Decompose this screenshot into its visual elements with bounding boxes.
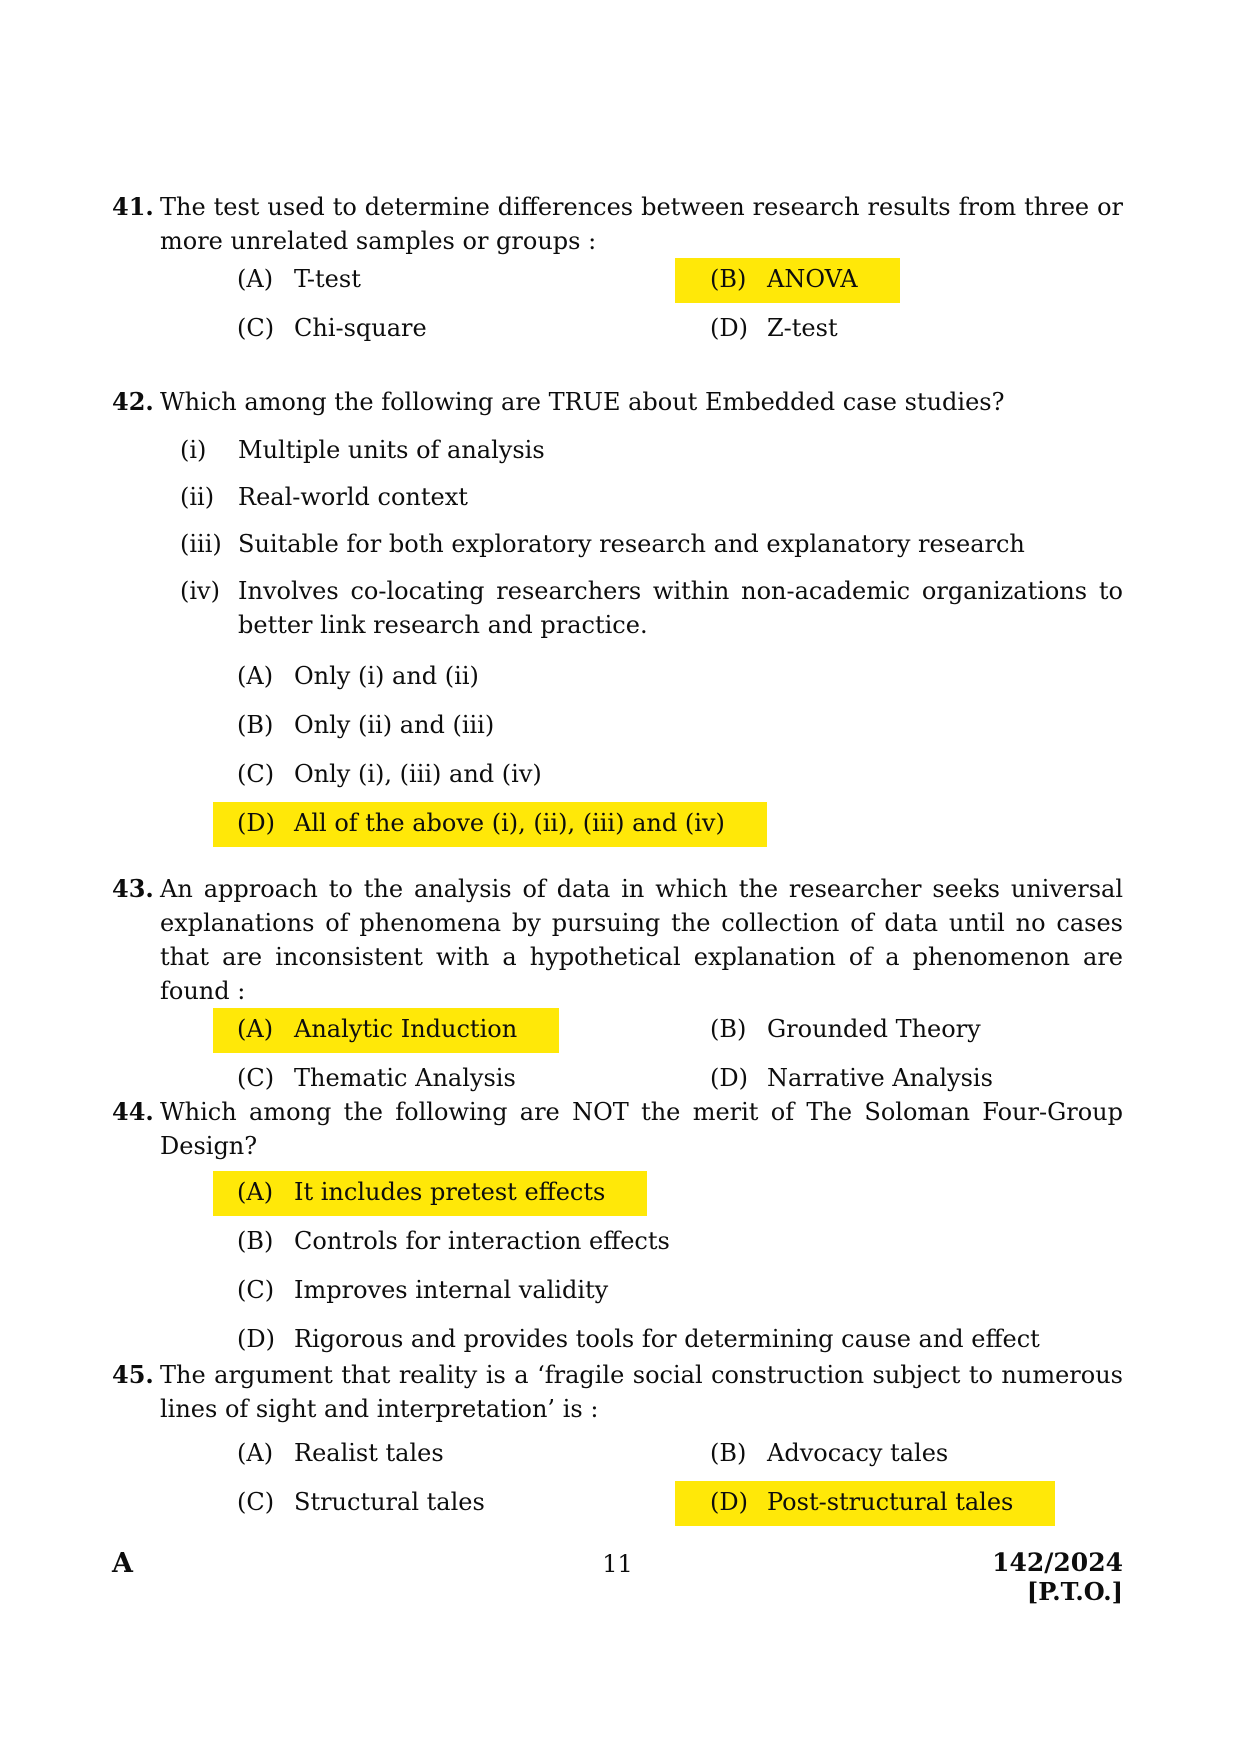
options-list <box>160 1008 1123 1106</box>
statement-list <box>160 433 1123 642</box>
option <box>213 1432 486 1477</box>
options-list <box>160 1432 1123 1530</box>
question-number: 41. <box>112 192 154 221</box>
option-label: (A) <box>237 1439 274 1467</box>
option-label: (A) <box>237 265 274 293</box>
option-text: Chi-square <box>294 314 427 342</box>
question-45 <box>112 1358 1123 1530</box>
statement-text: Involves co-locating researchers within non-academic organizations to better link research and practice. <box>238 577 1123 639</box>
statement-text: Suitable for both exploratory research and explanatory research <box>238 530 1025 558</box>
question-body <box>160 190 1123 356</box>
option-text: It includes pretest effects <box>294 1178 606 1206</box>
option-row <box>160 802 1123 851</box>
option-text: Only (i), (iii) and (iv) <box>294 760 542 788</box>
option-label: (D) <box>237 809 275 837</box>
option <box>213 753 584 798</box>
option-text: Advocacy tales <box>767 1439 949 1467</box>
option <box>675 307 880 352</box>
option-highlighted-answer <box>213 1008 559 1053</box>
option <box>675 1008 1023 1053</box>
option-row <box>160 1269 1123 1318</box>
option-highlighted-answer <box>675 258 900 303</box>
option-text: Analytic Induction <box>294 1015 518 1043</box>
statement-item <box>160 433 1123 467</box>
option-text: Grounded Theory <box>767 1015 981 1043</box>
option-text: Only (ii) and (iii) <box>294 711 495 739</box>
option-text: Thematic Analysis <box>294 1064 516 1092</box>
question-text: An approach to the analysis of data in which the researcher seeks universal explanations of phenomena by pursuing the collection of data until no cases that are inconsistent with a hypothetical explanation of a phenomenon are found : <box>160 875 1123 1005</box>
option-label: (C) <box>237 760 275 788</box>
option-label: (D) <box>237 1325 275 1353</box>
option-text: Only (i) and (ii) <box>294 662 479 690</box>
option-text: T-test <box>294 265 361 293</box>
option-label: (D) <box>710 1488 748 1516</box>
option-highlighted-answer <box>675 1481 1055 1526</box>
option-label: (B) <box>710 265 747 293</box>
question-number: 42. <box>112 387 154 416</box>
option <box>213 258 403 303</box>
option-label: (B) <box>710 1439 747 1467</box>
option-row <box>160 655 1123 704</box>
question-body <box>160 1095 1123 1367</box>
question-text: Which among the following are NOT the merit of The Soloman Four-Group Design? <box>160 1098 1123 1160</box>
option-text: Realist tales <box>294 1439 444 1467</box>
options-list <box>160 655 1123 851</box>
option <box>213 655 521 700</box>
question-44 <box>112 1095 1123 1367</box>
question-body <box>160 385 1123 851</box>
option <box>213 704 536 749</box>
option-text: All of the above (i), (ii), (iii) and (iv) <box>294 809 725 837</box>
statement-item <box>160 527 1123 561</box>
statement-label: (ii) <box>180 483 215 511</box>
paper-code: 142/2024 <box>992 1548 1123 1577</box>
page-number: 11 <box>602 1550 633 1578</box>
footer-right-block <box>992 1550 1123 1604</box>
statement-label: (iv) <box>180 577 220 605</box>
option-label: (B) <box>237 1227 274 1255</box>
question-number: 45. <box>112 1360 154 1389</box>
question-number: 43. <box>112 874 154 903</box>
statement-text: Multiple units of analysis <box>238 436 545 464</box>
option-row <box>160 1220 1123 1269</box>
statement-label: (iii) <box>180 530 222 558</box>
option-label: (C) <box>237 1488 275 1516</box>
option-label: (A) <box>237 1015 274 1043</box>
option-highlighted-answer <box>213 802 767 847</box>
option-text: Z-test <box>767 314 838 342</box>
option-row <box>160 307 1123 356</box>
statement-item <box>160 480 1123 514</box>
option <box>213 1220 712 1265</box>
question-text: Which among the following are TRUE about Embedded case studies? <box>160 388 1005 416</box>
statement-item <box>160 574 1123 642</box>
question-43 <box>112 872 1123 1106</box>
booklet-code: A <box>112 1548 133 1579</box>
option-row <box>160 258 1123 307</box>
question-42 <box>112 385 1123 851</box>
option-label: (C) <box>237 1064 275 1092</box>
option-text: Rigorous and provides tools for determining cause and effect <box>294 1325 1040 1353</box>
option-row <box>160 1481 1123 1530</box>
question-number: 44. <box>112 1097 154 1126</box>
option-text: Structural tales <box>294 1488 485 1516</box>
statement-text: Real-world context <box>238 483 468 511</box>
option-label: (A) <box>237 662 274 690</box>
option-highlighted-answer <box>213 1171 647 1216</box>
option-row <box>160 1008 1123 1057</box>
option-label: (B) <box>710 1015 747 1043</box>
question-text: The argument that reality is a ‘fragile social construction subject to numerous lines of sight and interpretation’ is : <box>160 1361 1123 1423</box>
option-row <box>160 753 1123 802</box>
options-list <box>160 1171 1123 1367</box>
option-row <box>160 1432 1123 1481</box>
option-text: Post-structural tales <box>767 1488 1014 1516</box>
option-row <box>160 704 1123 753</box>
question-body <box>160 872 1123 1106</box>
option-text: Improves internal validity <box>294 1276 609 1304</box>
options-list <box>160 258 1123 356</box>
option-text: Controls for interaction effects <box>294 1227 670 1255</box>
option-row <box>160 1171 1123 1220</box>
option <box>213 307 469 352</box>
option-label: (A) <box>237 1178 274 1206</box>
option-text: Narrative Analysis <box>767 1064 993 1092</box>
pto-note: [P.T.O.] <box>1026 1577 1123 1606</box>
option-text: ANOVA <box>767 265 858 293</box>
question-body <box>160 1358 1123 1530</box>
option <box>213 1481 527 1526</box>
statement-label: (i) <box>180 436 207 464</box>
option <box>213 1269 650 1314</box>
question-text: The test used to determine differences between research results from three or more unrelated samples or groups : <box>160 193 1123 255</box>
option-label: (D) <box>710 314 748 342</box>
question-41 <box>112 190 1123 356</box>
option <box>213 1318 1082 1363</box>
option-label: (C) <box>237 314 275 342</box>
option-label: (B) <box>237 711 274 739</box>
option-label: (D) <box>710 1064 748 1092</box>
option <box>675 1432 990 1477</box>
option-label: (C) <box>237 1276 275 1304</box>
